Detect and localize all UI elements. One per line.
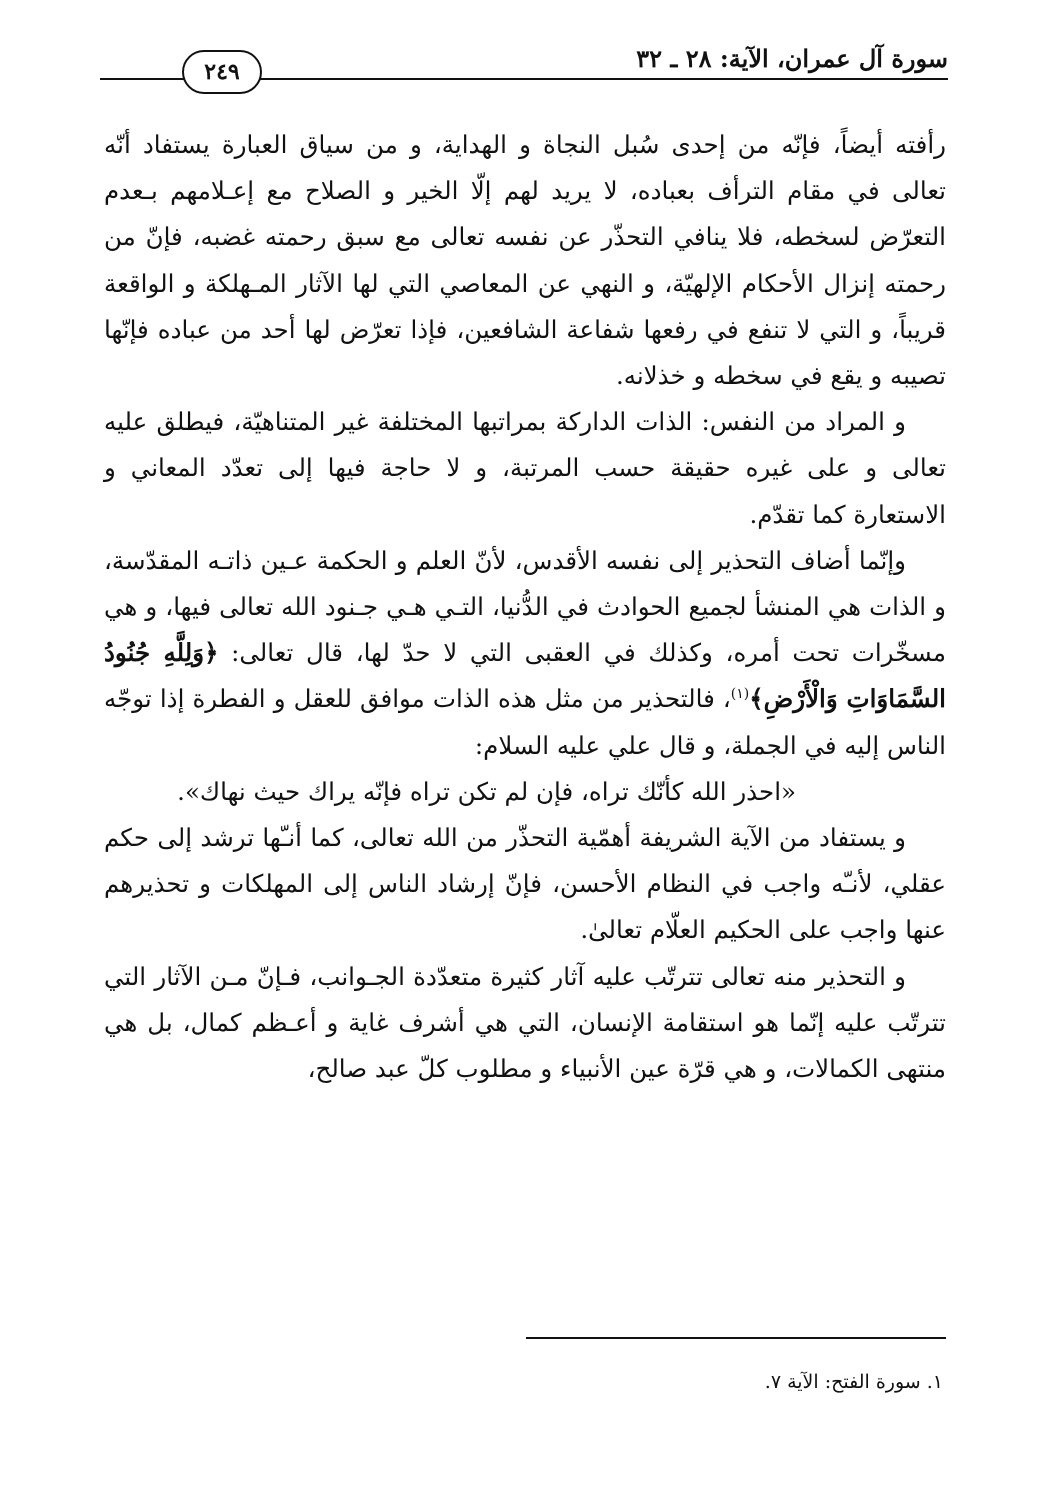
paragraph-2: و المراد من النفس: الذات الداركة بمراتبها المختلفة غير المتناهيّة، فيطلق عليه تعالى و على غيره حقيقة حسب المرتبة، و لا حاجة فيها إلى تعدّد المعاني و الاستعارة كما تقدّم. (104, 407, 946, 529)
body-text (104, 122, 946, 1092)
paragraph-1: رأفته أيضاً، فإنّه من إحدى سُبل النجاة و الهداية، و من سياق العبارة يستفاد أنّه تعالى في مقام الترأف بعباده، لا يريد لهم إلّا الخير و الصلاح مع إعـلامهم بـعدم التعرّض لسخطه، فلا ينافي التحذّر عن نفسه تعالى مع سبق رحمته غضبه، فإنّ من رحمته إنزال الأحكام الإلهيّة، و النهي عن المعاصي التي لها الآثار المـهلكة و الواقعة قريباً، و التي لا تنفع في رفعها شفاعة الشافعين، فإذا تعرّض لها أحد من عباده فإنّها تصيبه و يقع في سخطه و خذلانه. (104, 130, 946, 391)
paragraph-6: و التحذير منه تعالى تترتّب عليه آثار كثيرة متعدّدة الجـوانب، فـإنّ مـن الآثار التي تترتّب عليه إنّما هو استقامة الإنسان، التي هي أشرف غاية و أعـظم كمال، بل هي منتهى الكمالات، و هي قرّة عين الأنبياء و مطلوب كلّ عبد صالح، (104, 961, 946, 1084)
footnote-rule (526, 1337, 946, 1339)
page-number-badge: ٢٤٩ (182, 50, 262, 94)
paragraph-5: و يستفاد من الآية الشريفة أهمّية التحذّر من الله تعالى، كما أنـّها ترشد إلى حكم عقلي، لأنـّه واجب في النظام الأحسن، فإنّ إرشاد الناس إلى المهلكات و تحذيرهم عنها واجب على الحكيم العلّام تعالىٰ. (104, 823, 946, 945)
footnote: ١. سورة الفتح: الآية ٧. (764, 1371, 943, 1393)
page-header (100, 38, 948, 86)
quote-line: «احذر الله كأنّك تراه، فإن لم تكن تراه فإنّه يراك حيث نهاك». (177, 776, 796, 806)
footnote-reference: (١) (730, 686, 750, 703)
quran-verse: ﴿وَلِلَّهِ جُنُودُ السَّمَاوَاتِ وَالْأَرْضِ﴾ (104, 638, 946, 714)
paragraph-3 (104, 538, 946, 769)
header-title: سورة آل عمران، الآية: ٢٨ ـ ٣٢ (636, 44, 948, 73)
paragraph-3-after: ، فالتحذير من مثل هذه الذات موافق للعقل و الفطرة إذا توجّه الناس إليه في الجملة، و قال علي عليه السلام: (104, 684, 946, 760)
paragraph-3-before: وإنّما أضاف التحذير إلى نفسه الأقدس، لأنّ العلم و الحكمة عـين ذاتـه المقدّسة، و الذات هي المنشأ لجميع الحوادث في الدُّنيا، التـي هـي جـنود الله تعالى فيها، و هي مسخّرات تحت أمره، وكذلك في العقبى التي لا حدّ لها، قال تعالى: (104, 545, 946, 668)
